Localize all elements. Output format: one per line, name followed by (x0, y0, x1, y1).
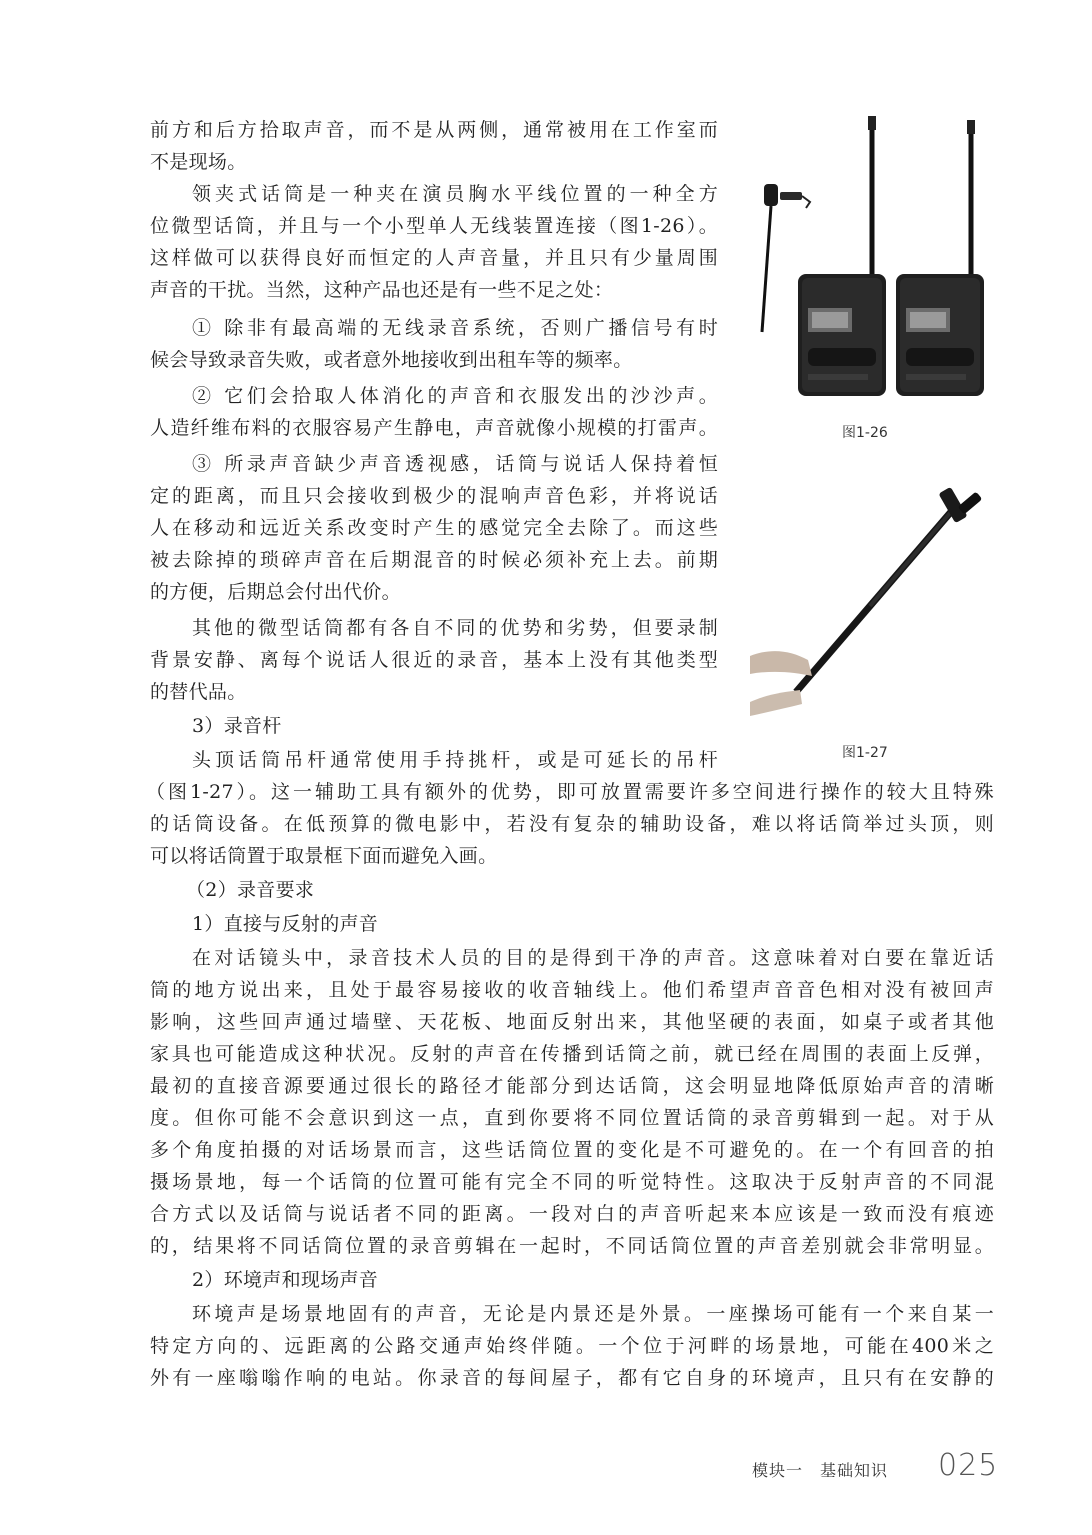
section-heading: 3）录音杆 (192, 715, 282, 737)
text-line: 合方式以及话筒与说话者不同的距离。一段对白的声音听起来本应该是一致而没有痕迹 (150, 1203, 994, 1225)
text-line: 家具也可能造成这种状况。反射的声音在传播到话筒之前，就已经在周围的表面上反弹， (150, 1043, 994, 1065)
text-line: 的方便，后期总会付出代价。 (150, 581, 401, 603)
section-heading: （2）录音要求 (186, 879, 315, 901)
text-line: 前方和后方拾取声音，而不是从两侧，通常被用在工作室而 (150, 119, 718, 141)
text-line: 筒的地方说出来，且处于最容易接收的收音轴线上。他们希望声音音色相对没有被回声 (150, 979, 994, 1001)
text-line: 最初的直接音源要通过很长的路径才能部分到达话筒，这会明显地降低原始声音的清晰 (150, 1075, 994, 1097)
text-line: 不是现场。 (150, 151, 247, 173)
figure-1-27 (750, 480, 1000, 720)
text-line: 头顶话筒吊杆通常使用手持挑杆，或是可延长的吊杆 (192, 749, 718, 771)
text-line: 影响，这些回声通过墙壁、天花板、地面反射出来，其他坚硬的表面，如桌子或者其他 (150, 1011, 994, 1033)
text-line: 在对话镜头中，录音技术人员的目的是得到干净的声音。这意味着对白要在靠近话 (192, 947, 994, 969)
text-line: 声音的干扰。当然，这种产品也还是有一些不足之处： (150, 279, 614, 301)
text-line: （图1-27）。这一辅助工具有额外的优势，即可放置需要许多空间进行操作的较大且特殊 (146, 781, 994, 803)
text-line: 候会导致录音失败，或者意外地接收到出租车等的频率。 (150, 349, 633, 371)
text-line: 人造纤维布料的衣服容易产生静电，声音就像小规模的打雷声。 (150, 417, 718, 439)
text-line: 背景安静、离每个说话人很近的录音，基本上没有其他类型 (150, 649, 718, 671)
section-heading: 1）直接与反射的声音 (192, 913, 379, 935)
text-line: ① 除非有最高端的无线录音系统，否则广播信号有时 (192, 317, 718, 339)
text-line: 人在移动和远近关系改变时产生的感觉完全去除了。而这些 (150, 517, 718, 539)
figure-1-26 (750, 112, 1000, 412)
text-line: 可以将话筒置于取景框下面而避免入画。 (150, 845, 498, 867)
boom-pole-image (750, 480, 1000, 720)
text-line: 的替代品。 (150, 681, 247, 703)
figure-caption: 图1-26 (842, 425, 888, 441)
text-line: 外有一座嗡嗡作响的电站。你录音的每间屋子，都有它自身的环境声，且只有在安静的 (150, 1367, 994, 1389)
text-line: 多个角度拍摄的对话场景而言，这些话筒位置的变化是不可避免的。在一个有回音的拍 (150, 1139, 994, 1161)
text-line: 的，结果将不同话筒位置的录音剪辑在一起时，不同话筒位置的声音差别就会非常明显。 (150, 1235, 994, 1257)
section-heading: 2）环境声和现场声音 (192, 1269, 379, 1291)
text-line: 特定方向的、远距离的公路交通声始终伴随。一个位于河畔的场景地，可能在400米之 (150, 1335, 994, 1357)
text-line: 其他的微型话筒都有各自不同的优势和劣势，但要录制 (192, 617, 718, 639)
page-number: 025 (938, 1448, 999, 1483)
text-line: ② 它们会拾取人体消化的声音和衣服发出的沙沙声。 (192, 385, 718, 407)
text-line: 领夹式话筒是一种夹在演员胸水平线位置的一种全方 (192, 183, 718, 205)
text-line: 这样做可以获得良好而恒定的人声音量，并且只有少量周围 (150, 247, 718, 269)
text-line: 的话筒设备。在低预算的微电影中，若没有复杂的辅助设备，难以将话筒举过头顶，则 (150, 813, 994, 835)
text-line: 摄场景地，每一个话筒的位置可能有完全不同的听觉特性。这取决于反射声音的不同混 (150, 1171, 994, 1193)
footer-section-label: 模块一 基础知识 (752, 1461, 889, 1480)
figure-caption: 图1-27 (842, 745, 888, 761)
wireless-transmitter-image (750, 112, 1000, 412)
text-line: 度。但你可能不会意识到这一点，直到你要将不同位置话筒的录音剪辑到一起。对于从 (150, 1107, 994, 1129)
text-line: 环境声是场景地固有的声音，无论是内景还是外景。一座操场可能有一个来自某一 (192, 1303, 994, 1325)
text-line: 位微型话筒，并且与一个小型单人无线装置连接（图1-26）。 (150, 215, 718, 237)
text-line: 被去除掉的琐碎声音在后期混音的时候必须补充上去。前期 (150, 549, 718, 571)
text-line: 定的距离，而且只会接收到极少的混响声音色彩，并将说话 (150, 485, 718, 507)
text-line: ③ 所录声音缺少声音透视感，话筒与说话人保持着恒 (192, 453, 718, 475)
